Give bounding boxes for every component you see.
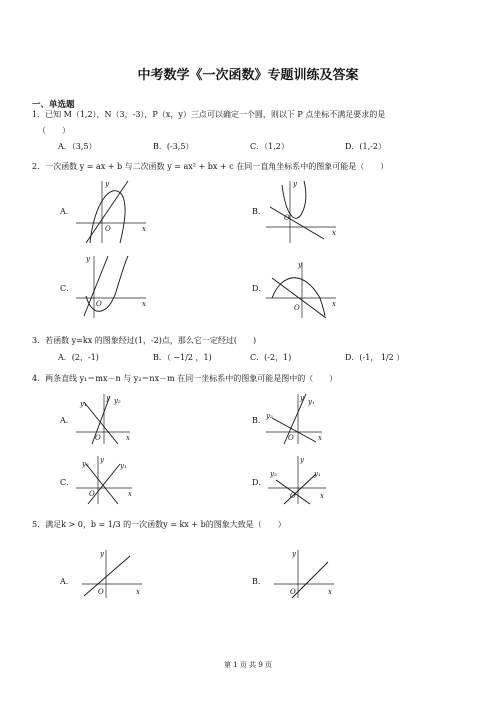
origin-label: O xyxy=(284,214,290,222)
q3-stem: 3．若函数 y=kx 的图象经过(1，-2)点，那么它一定经过( ) xyxy=(32,336,257,345)
q4-graph-c xyxy=(74,454,136,506)
y1-label: y₁ xyxy=(80,400,87,408)
axis-y-label: y xyxy=(293,180,297,188)
y2-label: y₂ xyxy=(82,460,89,468)
y2-label: y₂ xyxy=(114,397,121,405)
origin-label: O xyxy=(98,588,104,596)
axis-x-label: x xyxy=(142,225,146,233)
y1-label: y₁ xyxy=(314,470,321,478)
q2-graph-b xyxy=(262,177,340,245)
q3-option-b[interactable]: B．（ −1/2 ，1) xyxy=(153,353,212,362)
q5-option-a[interactable]: A． xyxy=(60,577,74,586)
q4-option-d[interactable]: D． xyxy=(252,478,267,487)
q4-option-a[interactable]: A． xyxy=(60,416,74,425)
origin-label: O xyxy=(95,434,101,442)
y1-label: y₁ xyxy=(120,462,127,470)
q1-option-c[interactable]: C．（1,2） xyxy=(250,142,289,151)
q3-option-c[interactable]: C．(-2，1) xyxy=(250,353,292,362)
q1-stem-cont: （ ） xyxy=(38,126,70,135)
q2-graph-c xyxy=(72,252,150,320)
q2-option-c[interactable]: C． xyxy=(60,284,75,293)
origin-label: O xyxy=(105,225,111,233)
section-heading: 一、单选题 xyxy=(32,100,75,110)
q5-option-b[interactable]: B． xyxy=(252,577,266,586)
origin-label: O xyxy=(288,434,294,442)
axis-x-label: x xyxy=(332,300,336,308)
q1-option-a[interactable]: A．（3,5） xyxy=(58,142,97,151)
q1-option-b[interactable]: B．(-3,5） xyxy=(153,142,194,151)
origin-label: O xyxy=(96,300,102,308)
q4-graph-b xyxy=(264,392,326,446)
axis-x-label: x xyxy=(328,588,332,596)
q4-stem: 4．两条直线 y₁＝mx－n 与 y₂＝nx－m 在同一坐标系中的图象可能是图中的（ ） xyxy=(32,374,338,383)
q1-option-d[interactable]: D．(1,-2） xyxy=(345,142,386,151)
origin-label: O xyxy=(290,588,296,596)
axis-y-label: y xyxy=(105,180,109,188)
q4-option-c[interactable]: C． xyxy=(60,478,75,487)
q2-option-d[interactable]: D． xyxy=(252,284,267,293)
axis-x-label: x xyxy=(128,490,132,498)
y1-label: y₁ xyxy=(308,398,315,406)
axis-y-label: y xyxy=(100,456,104,464)
q2-option-b[interactable]: B． xyxy=(252,207,266,216)
q2-graph-a xyxy=(72,177,150,245)
axis-y-label: y xyxy=(86,255,90,263)
axis-y-label: y xyxy=(106,394,110,402)
page-title: 中考数学《一次函数》专题训练及答案 xyxy=(137,68,359,83)
q4-graph-a xyxy=(74,392,134,446)
y2-label: y₂ xyxy=(266,412,273,420)
origin-label: O xyxy=(89,490,95,498)
q2-graph-d xyxy=(262,258,340,320)
q2-stem: 2．一次函数 y = ax + b 与二次函数 y = ax² + bx + c 在同一直角坐标系中的图象可能是（ ） xyxy=(32,162,389,171)
q5-graph-a xyxy=(80,548,146,600)
q4-graph-d xyxy=(266,454,330,506)
axis-x-label: x xyxy=(136,588,140,596)
q3-option-a[interactable]: A．(2，-1) xyxy=(58,353,99,362)
q2-option-a[interactable]: A． xyxy=(60,207,74,216)
y2-label: y₂ xyxy=(270,470,277,478)
q3-option-d[interactable]: D．(-1， 1/2 ） xyxy=(345,353,405,362)
axis-y-label: y xyxy=(292,550,296,558)
axis-y-label: y xyxy=(300,394,304,402)
axis-y-label: y xyxy=(300,456,304,464)
q4-option-b[interactable]: B． xyxy=(252,416,266,425)
origin-label: O xyxy=(294,304,300,312)
axis-x-label: x xyxy=(320,492,324,500)
axis-y-label: y xyxy=(100,550,104,558)
axis-x-label: x xyxy=(126,434,130,442)
axis-y-label: y xyxy=(298,261,302,269)
q1-stem: 1．已知 M（1,2），N（3，-3），P（x，y）三点可以确定一个圆，则以下 P 点坐标不满足要求的是 xyxy=(32,110,386,119)
axis-x-label: x xyxy=(332,229,336,237)
origin-label: O xyxy=(290,492,296,500)
q5-stem: 5．满足k > 0，b = 1/3 的一次函数y = kx + b的图象大致是（ ） xyxy=(32,520,286,529)
axis-x-label: x xyxy=(318,434,322,442)
axis-x-label: x xyxy=(142,300,146,308)
page-footer: 第 1 页 共 9 页 xyxy=(223,661,273,669)
q5-graph-b xyxy=(272,548,338,600)
